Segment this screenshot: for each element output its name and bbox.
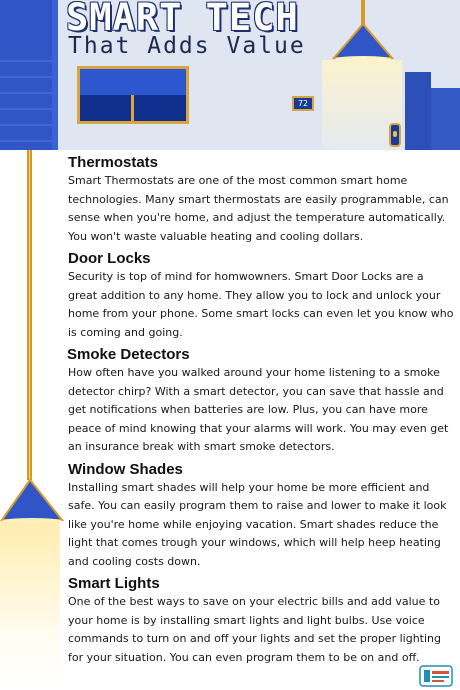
section-smoke-detectors bbox=[68, 345, 456, 457]
section-heading: Smart Lights bbox=[68, 575, 160, 592]
section-heading: Window Shades bbox=[68, 460, 183, 478]
blue-door-panel-2 bbox=[431, 88, 460, 150]
section-door-locks bbox=[68, 249, 456, 342]
blue-door-panel bbox=[405, 72, 431, 150]
window-with-shade bbox=[77, 66, 189, 124]
blue-wall-edge bbox=[52, 0, 58, 150]
header-illustration bbox=[0, 0, 460, 150]
gold-lamp-pole-highlight bbox=[29, 150, 30, 480]
section-text: Security is top of mind for homwowners. Smart Door Locks are a great addition to any home. They allow you to lock and unlock your home from your phone. Some smart locks can even let you know who is coming and going. bbox=[68, 270, 454, 339]
thermostat-icon bbox=[292, 96, 314, 111]
section-text: One of the best ways to save on your electric bills and add value to your home is by installing smart lights and light bulbs. Use voice commands to turn on and off your lights and set the proper lighting for your situation. You can even program them to be on and off. bbox=[68, 595, 441, 664]
section-heading: Smoke Detectors bbox=[67, 346, 190, 363]
light-switch-icon bbox=[389, 123, 401, 147]
section-smart-lights bbox=[68, 574, 456, 667]
page-title: SMART TECH bbox=[66, 0, 299, 39]
page-subtitle: That Adds Value bbox=[68, 33, 306, 59]
section-text: Smart Thermostats are one of the most common smart home technologies. Many smart thermostats are easily programmable, can sense when you're home, and adjust the temperature automatically. You won't waste valuable heating and cooling dollars. bbox=[68, 174, 449, 243]
lamp-light-beam bbox=[0, 520, 60, 690]
wall-texture bbox=[0, 60, 52, 150]
pendant-lamp-icon bbox=[0, 478, 64, 524]
section-window-shades bbox=[68, 460, 456, 572]
ceiling-lamp-icon bbox=[330, 0, 396, 62]
section-heading: Door Locks bbox=[68, 250, 151, 267]
company-logo-icon bbox=[419, 665, 453, 687]
section-text: How often have you walked around your home listening to a smoke detector chirp? With a smart detector, you can save that hassle and get notifications when batteries are low. Plus, you can have more peace of mind knowing that your alarms will work. You may even get an insurance break with smart smoke detectors. bbox=[68, 366, 449, 453]
article-body bbox=[68, 153, 456, 670]
section-heading: Thermostats bbox=[68, 154, 159, 171]
section-text: Installing smart shades will help your home be more efficient and safe. You can easily program them to raise and lower to make it look like you're home while enjoying vacation. Smart shades reduce the light that comes trough your windows, which will help heep heating and cooling costs down. bbox=[68, 480, 447, 568]
window-divider bbox=[131, 95, 134, 121]
section-thermostats bbox=[68, 153, 456, 246]
thermostat-display: 72 bbox=[298, 99, 308, 108]
